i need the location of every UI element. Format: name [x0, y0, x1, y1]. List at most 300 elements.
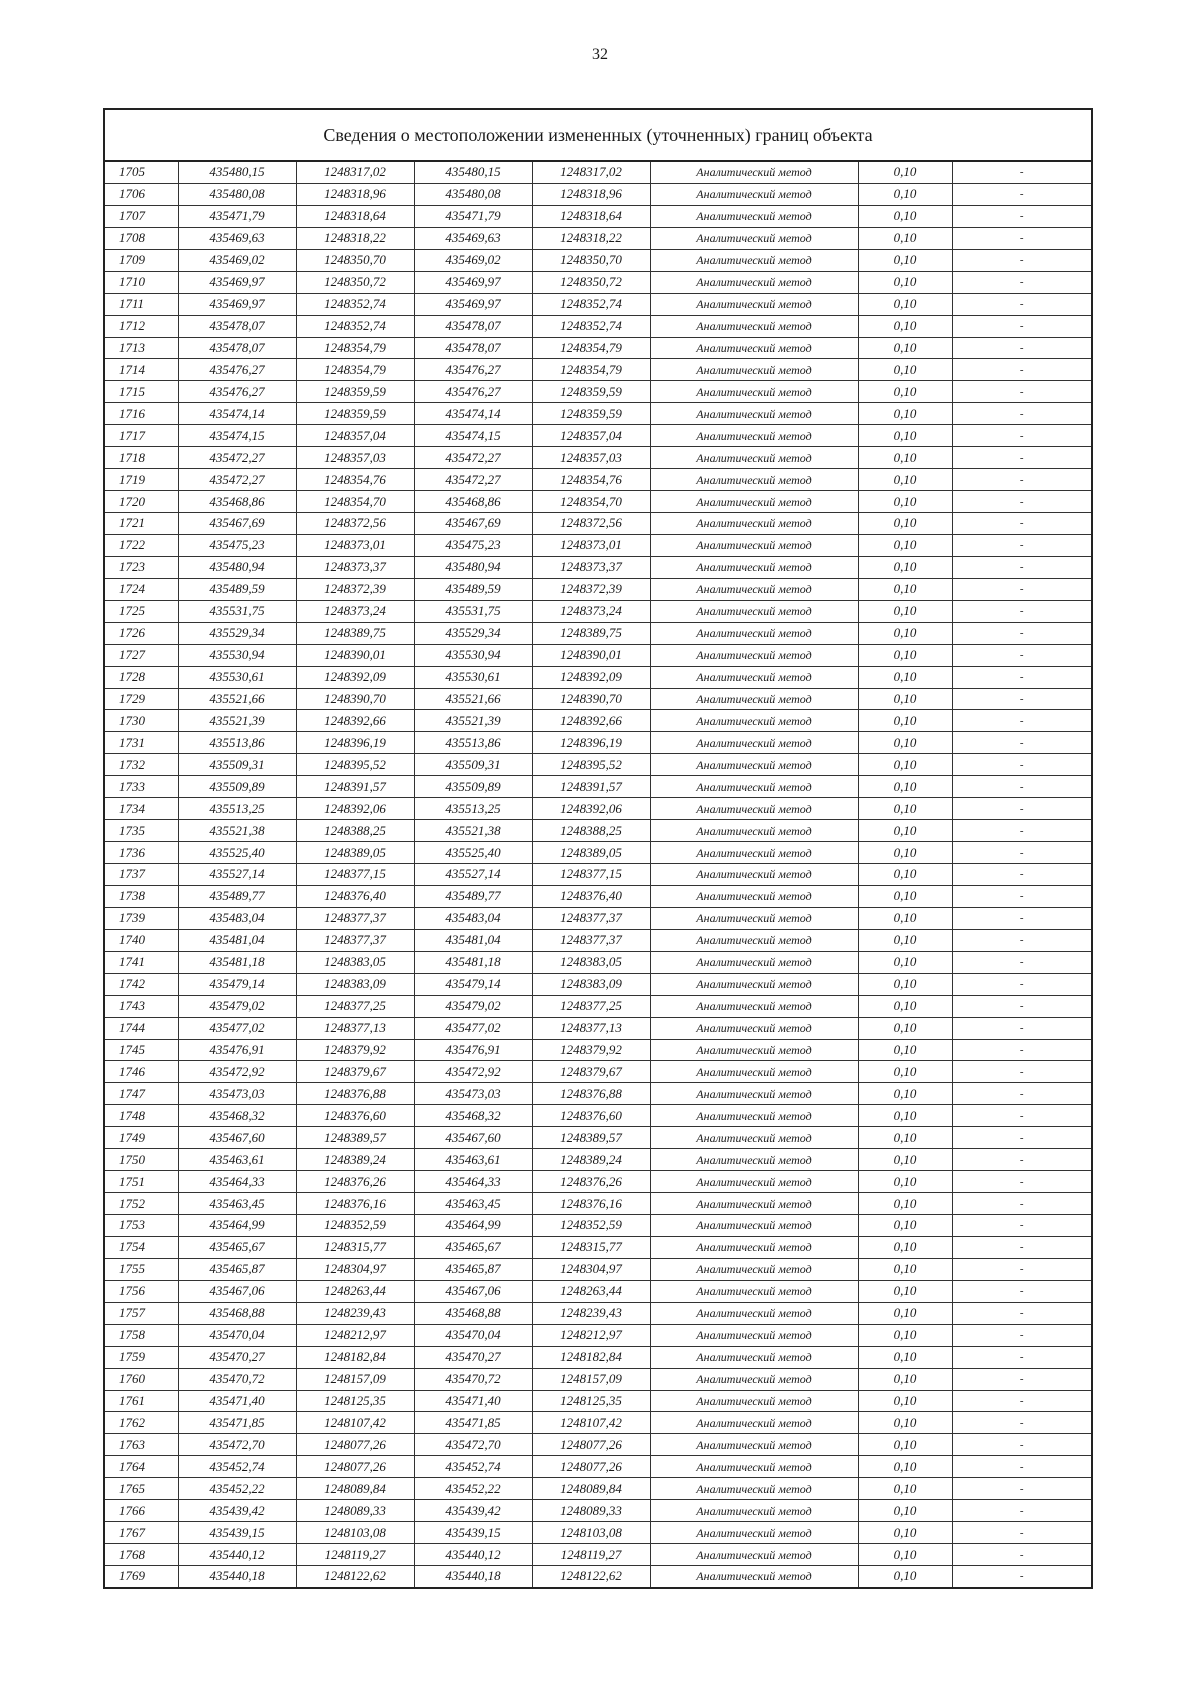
method-cell: Аналитический метод	[650, 249, 858, 271]
method-cell: Аналитический метод	[650, 1017, 858, 1039]
accuracy-cell: 0,10	[858, 1258, 952, 1280]
x-updated-cell: 435521,66	[414, 688, 532, 710]
table-row	[105, 1215, 1091, 1237]
x-updated-cell: 435452,74	[414, 1456, 532, 1478]
y-updated-cell: 1248391,57	[532, 776, 650, 798]
y-updated-cell: 1248376,60	[532, 1105, 650, 1127]
point-number-cell: 1728	[105, 666, 178, 688]
y-updated-cell: 1248263,44	[532, 1280, 650, 1302]
description-cell: -	[952, 1346, 1091, 1368]
point-number-cell: 1706	[105, 183, 178, 205]
x-updated-cell: 435472,92	[414, 1061, 532, 1083]
table-row	[105, 1017, 1091, 1039]
y-updated-cell: 1248354,79	[532, 337, 650, 359]
table-row	[105, 732, 1091, 754]
x-existing-cell: 435478,07	[178, 337, 296, 359]
table-row	[105, 1324, 1091, 1346]
method-cell: Аналитический метод	[650, 842, 858, 864]
x-updated-cell: 435471,40	[414, 1390, 532, 1412]
x-updated-cell: 435452,22	[414, 1478, 532, 1500]
point-number-cell: 1710	[105, 271, 178, 293]
y-existing-cell: 1248107,42	[296, 1412, 414, 1434]
table-row	[105, 1302, 1091, 1324]
method-cell: Аналитический метод	[650, 1149, 858, 1171]
x-updated-cell: 435513,86	[414, 732, 532, 754]
y-existing-cell: 1248376,60	[296, 1105, 414, 1127]
method-cell: Аналитический метод	[650, 381, 858, 403]
accuracy-cell: 0,10	[858, 359, 952, 381]
y-existing-cell: 1248383,05	[296, 951, 414, 973]
x-existing-cell: 435529,34	[178, 622, 296, 644]
table-row	[105, 1456, 1091, 1478]
method-cell: Аналитический метод	[650, 271, 858, 293]
y-existing-cell: 1248103,08	[296, 1522, 414, 1544]
point-number-cell: 1741	[105, 951, 178, 973]
method-cell: Аналитический метод	[650, 227, 858, 249]
description-cell: -	[952, 556, 1091, 578]
x-updated-cell: 435521,39	[414, 710, 532, 732]
x-updated-cell: 435472,70	[414, 1434, 532, 1456]
point-number-cell: 1712	[105, 315, 178, 337]
accuracy-cell: 0,10	[858, 293, 952, 315]
x-updated-cell: 435481,18	[414, 951, 532, 973]
method-cell: Аналитический метод	[650, 754, 858, 776]
x-updated-cell: 435469,63	[414, 227, 532, 249]
y-updated-cell: 1248377,37	[532, 907, 650, 929]
x-updated-cell: 435440,18	[414, 1566, 532, 1587]
table-row	[105, 425, 1091, 447]
description-cell: -	[952, 578, 1091, 600]
accuracy-cell: 0,10	[858, 644, 952, 666]
y-existing-cell: 1248376,16	[296, 1193, 414, 1215]
y-updated-cell: 1248318,96	[532, 183, 650, 205]
x-existing-cell: 435469,97	[178, 271, 296, 293]
y-updated-cell: 1248350,72	[532, 271, 650, 293]
table-row	[105, 1346, 1091, 1368]
y-existing-cell: 1248389,75	[296, 622, 414, 644]
method-cell: Аналитический метод	[650, 622, 858, 644]
table-row	[105, 293, 1091, 315]
y-existing-cell: 1248354,79	[296, 337, 414, 359]
x-existing-cell: 435452,22	[178, 1478, 296, 1500]
point-number-cell: 1708	[105, 227, 178, 249]
x-updated-cell: 435468,32	[414, 1105, 532, 1127]
method-cell: Аналитический метод	[650, 447, 858, 469]
x-existing-cell: 435481,04	[178, 929, 296, 951]
method-cell: Аналитический метод	[650, 688, 858, 710]
y-updated-cell: 1248372,56	[532, 513, 650, 535]
method-cell: Аналитический метод	[650, 820, 858, 842]
table-row	[105, 1039, 1091, 1061]
y-updated-cell: 1248125,35	[532, 1390, 650, 1412]
description-cell: -	[952, 315, 1091, 337]
y-existing-cell: 1248239,43	[296, 1302, 414, 1324]
y-existing-cell: 1248077,26	[296, 1434, 414, 1456]
y-updated-cell: 1248157,09	[532, 1368, 650, 1390]
description-cell: -	[952, 1324, 1091, 1346]
x-updated-cell: 435463,45	[414, 1193, 532, 1215]
x-existing-cell: 435521,66	[178, 688, 296, 710]
y-updated-cell: 1248359,59	[532, 381, 650, 403]
x-existing-cell: 435521,38	[178, 820, 296, 842]
point-number-cell: 1751	[105, 1171, 178, 1193]
y-existing-cell: 1248350,72	[296, 271, 414, 293]
y-existing-cell: 1248119,27	[296, 1544, 414, 1566]
description-cell: -	[952, 776, 1091, 798]
x-updated-cell: 435465,87	[414, 1258, 532, 1280]
table-row	[105, 162, 1091, 183]
point-number-cell: 1737	[105, 864, 178, 886]
accuracy-cell: 0,10	[858, 556, 952, 578]
table-row	[105, 513, 1091, 535]
accuracy-cell: 0,10	[858, 951, 952, 973]
point-number-cell: 1745	[105, 1039, 178, 1061]
x-updated-cell: 435465,67	[414, 1236, 532, 1258]
accuracy-cell: 0,10	[858, 776, 952, 798]
table-row	[105, 1412, 1091, 1434]
x-existing-cell: 435527,14	[178, 864, 296, 886]
y-existing-cell: 1248373,01	[296, 534, 414, 556]
accuracy-cell: 0,10	[858, 864, 952, 886]
accuracy-cell: 0,10	[858, 973, 952, 995]
y-updated-cell: 1248377,37	[532, 929, 650, 951]
y-updated-cell: 1248077,26	[532, 1456, 650, 1478]
description-cell: -	[952, 732, 1091, 754]
x-existing-cell: 435479,02	[178, 995, 296, 1017]
x-updated-cell: 435470,72	[414, 1368, 532, 1390]
accuracy-cell: 0,10	[858, 1368, 952, 1390]
method-cell: Аналитический метод	[650, 1193, 858, 1215]
description-cell: -	[952, 820, 1091, 842]
table-row	[105, 951, 1091, 973]
point-number-cell: 1714	[105, 359, 178, 381]
point-number-cell: 1740	[105, 929, 178, 951]
table-row	[105, 1149, 1091, 1171]
table-row	[105, 995, 1091, 1017]
y-existing-cell: 1248388,25	[296, 820, 414, 842]
y-updated-cell: 1248395,52	[532, 754, 650, 776]
y-updated-cell: 1248390,01	[532, 644, 650, 666]
accuracy-cell: 0,10	[858, 907, 952, 929]
method-cell: Аналитический метод	[650, 183, 858, 205]
y-existing-cell: 1248396,19	[296, 732, 414, 754]
accuracy-cell: 0,10	[858, 1456, 952, 1478]
x-updated-cell: 435480,15	[414, 162, 532, 183]
description-cell: -	[952, 1236, 1091, 1258]
y-updated-cell: 1248376,40	[532, 885, 650, 907]
accuracy-cell: 0,10	[858, 842, 952, 864]
method-cell: Аналитический метод	[650, 1324, 858, 1346]
accuracy-cell: 0,10	[858, 1236, 952, 1258]
y-existing-cell: 1248357,03	[296, 447, 414, 469]
point-number-cell: 1724	[105, 578, 178, 600]
point-number-cell: 1709	[105, 249, 178, 271]
x-updated-cell: 435531,75	[414, 600, 532, 622]
y-updated-cell: 1248392,09	[532, 666, 650, 688]
point-number-cell: 1736	[105, 842, 178, 864]
x-updated-cell: 435464,99	[414, 1215, 532, 1237]
y-existing-cell: 1248373,37	[296, 556, 414, 578]
description-cell: -	[952, 1083, 1091, 1105]
accuracy-cell: 0,10	[858, 1324, 952, 1346]
accuracy-cell: 0,10	[858, 995, 952, 1017]
point-number-cell: 1762	[105, 1412, 178, 1434]
y-updated-cell: 1248389,75	[532, 622, 650, 644]
y-existing-cell: 1248317,02	[296, 162, 414, 183]
point-number-cell: 1769	[105, 1566, 178, 1587]
method-cell: Аналитический метод	[650, 776, 858, 798]
x-updated-cell: 435439,42	[414, 1500, 532, 1522]
method-cell: Аналитический метод	[650, 1039, 858, 1061]
y-existing-cell: 1248390,01	[296, 644, 414, 666]
point-number-cell: 1727	[105, 644, 178, 666]
x-updated-cell: 435476,91	[414, 1039, 532, 1061]
y-existing-cell: 1248372,56	[296, 513, 414, 535]
x-updated-cell: 435470,04	[414, 1324, 532, 1346]
y-updated-cell: 1248373,37	[532, 556, 650, 578]
point-number-cell: 1758	[105, 1324, 178, 1346]
y-updated-cell: 1248379,67	[532, 1061, 650, 1083]
description-cell: -	[952, 1193, 1091, 1215]
x-existing-cell: 435480,08	[178, 183, 296, 205]
y-updated-cell: 1248392,66	[532, 710, 650, 732]
table-row	[105, 1171, 1091, 1193]
x-updated-cell: 435474,14	[414, 403, 532, 425]
x-updated-cell: 435480,94	[414, 556, 532, 578]
point-number-cell: 1721	[105, 513, 178, 535]
description-cell: -	[952, 1127, 1091, 1149]
y-updated-cell: 1248389,05	[532, 842, 650, 864]
accuracy-cell: 0,10	[858, 315, 952, 337]
x-updated-cell: 435530,94	[414, 644, 532, 666]
description-cell: -	[952, 644, 1091, 666]
x-updated-cell: 435478,07	[414, 315, 532, 337]
x-updated-cell: 435472,27	[414, 447, 532, 469]
table-row	[105, 1544, 1091, 1566]
table-row	[105, 798, 1091, 820]
accuracy-cell: 0,10	[858, 688, 952, 710]
y-existing-cell: 1248304,97	[296, 1258, 414, 1280]
accuracy-cell: 0,10	[858, 1500, 952, 1522]
accuracy-cell: 0,10	[858, 732, 952, 754]
description-cell: -	[952, 381, 1091, 403]
accuracy-cell: 0,10	[858, 469, 952, 491]
table-row	[105, 1061, 1091, 1083]
y-updated-cell: 1248396,19	[532, 732, 650, 754]
description-cell: -	[952, 513, 1091, 535]
y-updated-cell: 1248352,74	[532, 293, 650, 315]
accuracy-cell: 0,10	[858, 513, 952, 535]
method-cell: Аналитический метод	[650, 1522, 858, 1544]
x-existing-cell: 435513,25	[178, 798, 296, 820]
accuracy-cell: 0,10	[858, 183, 952, 205]
x-updated-cell: 435468,88	[414, 1302, 532, 1324]
accuracy-cell: 0,10	[858, 205, 952, 227]
x-updated-cell: 435469,97	[414, 271, 532, 293]
method-cell: Аналитический метод	[650, 513, 858, 535]
method-cell: Аналитический метод	[650, 162, 858, 183]
y-updated-cell: 1248089,84	[532, 1478, 650, 1500]
point-number-cell: 1754	[105, 1236, 178, 1258]
method-cell: Аналитический метод	[650, 600, 858, 622]
description-cell: -	[952, 271, 1091, 293]
y-existing-cell: 1248318,64	[296, 205, 414, 227]
method-cell: Аналитический метод	[650, 1478, 858, 1500]
accuracy-cell: 0,10	[858, 1061, 952, 1083]
x-updated-cell: 435472,27	[414, 469, 532, 491]
y-existing-cell: 1248389,24	[296, 1149, 414, 1171]
description-cell: -	[952, 600, 1091, 622]
description-cell: -	[952, 1105, 1091, 1127]
point-number-cell: 1723	[105, 556, 178, 578]
method-cell: Аналитический метод	[650, 1500, 858, 1522]
description-cell: -	[952, 1390, 1091, 1412]
x-existing-cell: 435464,33	[178, 1171, 296, 1193]
method-cell: Аналитический метод	[650, 425, 858, 447]
method-cell: Аналитический метод	[650, 1302, 858, 1324]
table-row	[105, 249, 1091, 271]
description-cell: -	[952, 183, 1091, 205]
x-existing-cell: 435472,70	[178, 1434, 296, 1456]
point-number-cell: 1747	[105, 1083, 178, 1105]
y-existing-cell: 1248350,70	[296, 249, 414, 271]
y-existing-cell: 1248263,44	[296, 1280, 414, 1302]
table-row	[105, 381, 1091, 403]
table-row	[105, 556, 1091, 578]
method-cell: Аналитический метод	[650, 1083, 858, 1105]
coordinates-table	[105, 162, 1091, 1587]
y-updated-cell: 1248315,77	[532, 1236, 650, 1258]
y-updated-cell: 1248354,76	[532, 469, 650, 491]
method-cell: Аналитический метод	[650, 951, 858, 973]
description-cell: -	[952, 973, 1091, 995]
accuracy-cell: 0,10	[858, 1566, 952, 1587]
method-cell: Аналитический метод	[650, 1412, 858, 1434]
y-existing-cell: 1248392,06	[296, 798, 414, 820]
description-cell: -	[952, 403, 1091, 425]
y-updated-cell: 1248089,33	[532, 1500, 650, 1522]
description-cell: -	[952, 995, 1091, 1017]
x-existing-cell: 435481,18	[178, 951, 296, 973]
y-existing-cell: 1248376,40	[296, 885, 414, 907]
x-existing-cell: 435473,03	[178, 1083, 296, 1105]
y-existing-cell: 1248377,37	[296, 907, 414, 929]
method-cell: Аналитический метод	[650, 359, 858, 381]
y-existing-cell: 1248352,74	[296, 315, 414, 337]
description-cell: -	[952, 1149, 1091, 1171]
accuracy-cell: 0,10	[858, 1544, 952, 1566]
y-existing-cell: 1248377,37	[296, 929, 414, 951]
x-existing-cell: 435475,23	[178, 534, 296, 556]
description-cell: -	[952, 951, 1091, 973]
point-number-cell: 1738	[105, 885, 178, 907]
y-existing-cell: 1248395,52	[296, 754, 414, 776]
table-row	[105, 205, 1091, 227]
accuracy-cell: 0,10	[858, 337, 952, 359]
y-existing-cell: 1248392,09	[296, 666, 414, 688]
point-number-cell: 1746	[105, 1061, 178, 1083]
description-cell: -	[952, 754, 1091, 776]
y-updated-cell: 1248350,70	[532, 249, 650, 271]
accuracy-cell: 0,10	[858, 1280, 952, 1302]
y-existing-cell: 1248318,96	[296, 183, 414, 205]
accuracy-cell: 0,10	[858, 1127, 952, 1149]
method-cell: Аналитический метод	[650, 469, 858, 491]
y-updated-cell: 1248119,27	[532, 1544, 650, 1566]
description-cell: -	[952, 491, 1091, 513]
table-row	[105, 1434, 1091, 1456]
x-updated-cell: 435525,40	[414, 842, 532, 864]
method-cell: Аналитический метод	[650, 798, 858, 820]
y-existing-cell: 1248359,59	[296, 403, 414, 425]
x-existing-cell: 435476,27	[178, 381, 296, 403]
x-updated-cell: 435476,27	[414, 381, 532, 403]
accuracy-cell: 0,10	[858, 447, 952, 469]
point-number-cell: 1743	[105, 995, 178, 1017]
method-cell: Аналитический метод	[650, 1061, 858, 1083]
x-updated-cell: 435479,02	[414, 995, 532, 1017]
accuracy-cell: 0,10	[858, 1149, 952, 1171]
table-row	[105, 491, 1091, 513]
point-number-cell: 1744	[105, 1017, 178, 1039]
x-existing-cell: 435465,67	[178, 1236, 296, 1258]
y-existing-cell: 1248182,84	[296, 1346, 414, 1368]
accuracy-cell: 0,10	[858, 1302, 952, 1324]
point-number-cell: 1742	[105, 973, 178, 995]
x-existing-cell: 435476,91	[178, 1039, 296, 1061]
accuracy-cell: 0,10	[858, 249, 952, 271]
y-updated-cell: 1248354,79	[532, 359, 650, 381]
y-updated-cell: 1248077,26	[532, 1434, 650, 1456]
accuracy-cell: 0,10	[858, 1039, 952, 1061]
x-existing-cell: 435531,75	[178, 600, 296, 622]
table-row	[105, 534, 1091, 556]
table-row	[105, 776, 1091, 798]
x-updated-cell: 435479,14	[414, 973, 532, 995]
method-cell: Аналитический метод	[650, 1346, 858, 1368]
method-cell: Аналитический метод	[650, 1390, 858, 1412]
point-number-cell: 1715	[105, 381, 178, 403]
x-existing-cell: 435470,72	[178, 1368, 296, 1390]
point-number-cell: 1719	[105, 469, 178, 491]
x-existing-cell: 435470,04	[178, 1324, 296, 1346]
y-existing-cell: 1248392,66	[296, 710, 414, 732]
y-updated-cell: 1248373,01	[532, 534, 650, 556]
x-existing-cell: 435509,31	[178, 754, 296, 776]
point-number-cell: 1761	[105, 1390, 178, 1412]
x-existing-cell: 435530,94	[178, 644, 296, 666]
method-cell: Аналитический метод	[650, 491, 858, 513]
table-title: Сведения о местоположении измененных (уточненных) границ объекта	[105, 110, 1091, 162]
accuracy-cell: 0,10	[858, 425, 952, 447]
x-existing-cell: 435480,15	[178, 162, 296, 183]
description-cell: -	[952, 447, 1091, 469]
description-cell: -	[952, 205, 1091, 227]
description-cell: -	[952, 688, 1091, 710]
y-updated-cell: 1248239,43	[532, 1302, 650, 1324]
y-updated-cell: 1248103,08	[532, 1522, 650, 1544]
table-row	[105, 754, 1091, 776]
x-existing-cell: 435489,77	[178, 885, 296, 907]
table-row	[105, 183, 1091, 205]
table-row	[105, 622, 1091, 644]
point-number-cell: 1732	[105, 754, 178, 776]
accuracy-cell: 0,10	[858, 227, 952, 249]
table-row	[105, 907, 1091, 929]
point-number-cell: 1752	[105, 1193, 178, 1215]
x-updated-cell: 435509,31	[414, 754, 532, 776]
y-existing-cell: 1248352,74	[296, 293, 414, 315]
